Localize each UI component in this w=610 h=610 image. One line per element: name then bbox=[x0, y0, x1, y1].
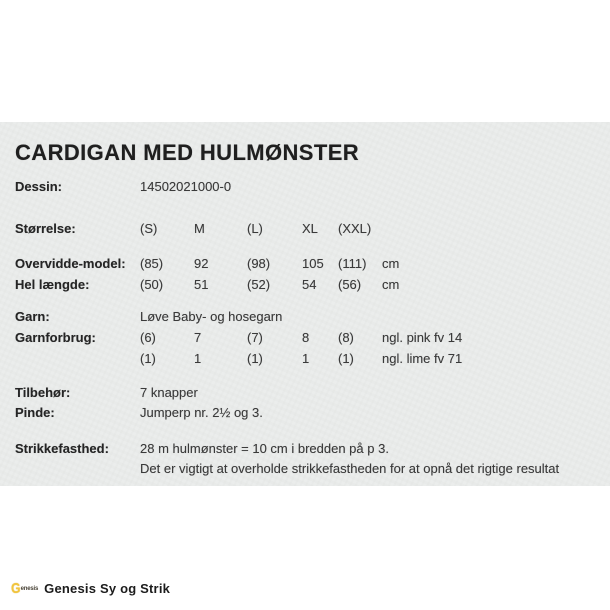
length-row bbox=[0, 277, 610, 293]
usage1-xl: 8 bbox=[302, 330, 310, 345]
usage2-note: ngl. lime fv 71 bbox=[382, 351, 463, 366]
length-label: Hel længde: bbox=[15, 277, 90, 292]
dessin-label: Dessin: bbox=[15, 179, 62, 194]
length-value-xl: 54 bbox=[302, 277, 317, 292]
chest-row bbox=[0, 256, 610, 272]
dessin-row bbox=[0, 179, 610, 195]
usage2-s: (1) bbox=[140, 351, 156, 366]
dessin-value: 14502021000-0 bbox=[140, 179, 232, 194]
needles-label: Pinde: bbox=[15, 405, 55, 420]
page-title: CARDIGAN MED HULMØNSTER bbox=[15, 140, 360, 165]
yarn-value: Løve Baby- og hosegarn bbox=[140, 309, 283, 324]
usage1-note: ngl. pink fv 14 bbox=[382, 330, 463, 345]
accessories-label: Tilbehør: bbox=[15, 385, 71, 400]
scanned-pattern-sheet bbox=[0, 122, 610, 486]
gauge-row-2 bbox=[0, 461, 610, 477]
chest-label: Overvidde-model: bbox=[15, 256, 126, 271]
chest-value-m: 92 bbox=[194, 256, 209, 271]
yarn-label: Garn: bbox=[15, 309, 50, 324]
size-xl: XL bbox=[302, 221, 318, 236]
needles-row bbox=[0, 405, 610, 421]
size-m: M bbox=[194, 221, 205, 236]
yarn-usage-row-1 bbox=[0, 330, 610, 346]
usage1-s: (6) bbox=[140, 330, 156, 345]
chest-value-l: (98) bbox=[247, 256, 271, 271]
gauge-row-1 bbox=[0, 441, 610, 457]
gauge-line1: 28 m hulmønster = 10 cm i bredden på p 3. bbox=[140, 441, 389, 456]
usage1-xxl: (8) bbox=[338, 330, 354, 345]
length-unit: cm bbox=[382, 277, 400, 292]
yarn-usage-row-2 bbox=[0, 351, 610, 367]
usage1-l: (7) bbox=[247, 330, 263, 345]
chest-value-xxl: (111) bbox=[338, 256, 367, 271]
length-value-m: 51 bbox=[194, 277, 209, 292]
yarn-usage-label: Garnforbrug: bbox=[15, 330, 96, 345]
gauge-label: Strikkefasthed: bbox=[15, 441, 109, 456]
chest-value-xl: 105 bbox=[302, 256, 324, 271]
size-xxl: (XXL) bbox=[338, 221, 372, 236]
size-label: Størrelse: bbox=[15, 221, 76, 236]
genesis-logo-g: G bbox=[11, 580, 21, 597]
size-row bbox=[0, 221, 610, 237]
length-value-s: (50) bbox=[140, 277, 164, 292]
brand-name: Genesis Sy og Strik bbox=[44, 581, 171, 596]
accessories-value: 7 knapper bbox=[140, 385, 198, 400]
usage2-xxl: (1) bbox=[338, 351, 354, 366]
size-l: (L) bbox=[247, 221, 263, 236]
chest-value-s: (85) bbox=[140, 256, 164, 271]
chest-unit: cm bbox=[382, 256, 400, 271]
genesis-logo-icon bbox=[10, 581, 38, 596]
usage2-xl: 1 bbox=[302, 351, 310, 366]
usage2-m: 1 bbox=[194, 351, 202, 366]
size-s: (S) bbox=[140, 221, 158, 236]
accessories-row bbox=[0, 385, 610, 401]
genesis-logo-text: enesis bbox=[20, 585, 39, 592]
length-value-l: (52) bbox=[247, 277, 271, 292]
length-value-xxl: (56) bbox=[338, 277, 362, 292]
yarn-row bbox=[0, 309, 610, 325]
usage1-m: 7 bbox=[194, 330, 202, 345]
gauge-line2: Det er vigtigt at overholde strikkefastheden for at opnå det rigtige resultat bbox=[140, 461, 560, 476]
usage2-l: (1) bbox=[247, 351, 263, 366]
needles-value: Jumperp nr. 2½ og 3. bbox=[140, 405, 263, 420]
footer bbox=[10, 581, 170, 596]
